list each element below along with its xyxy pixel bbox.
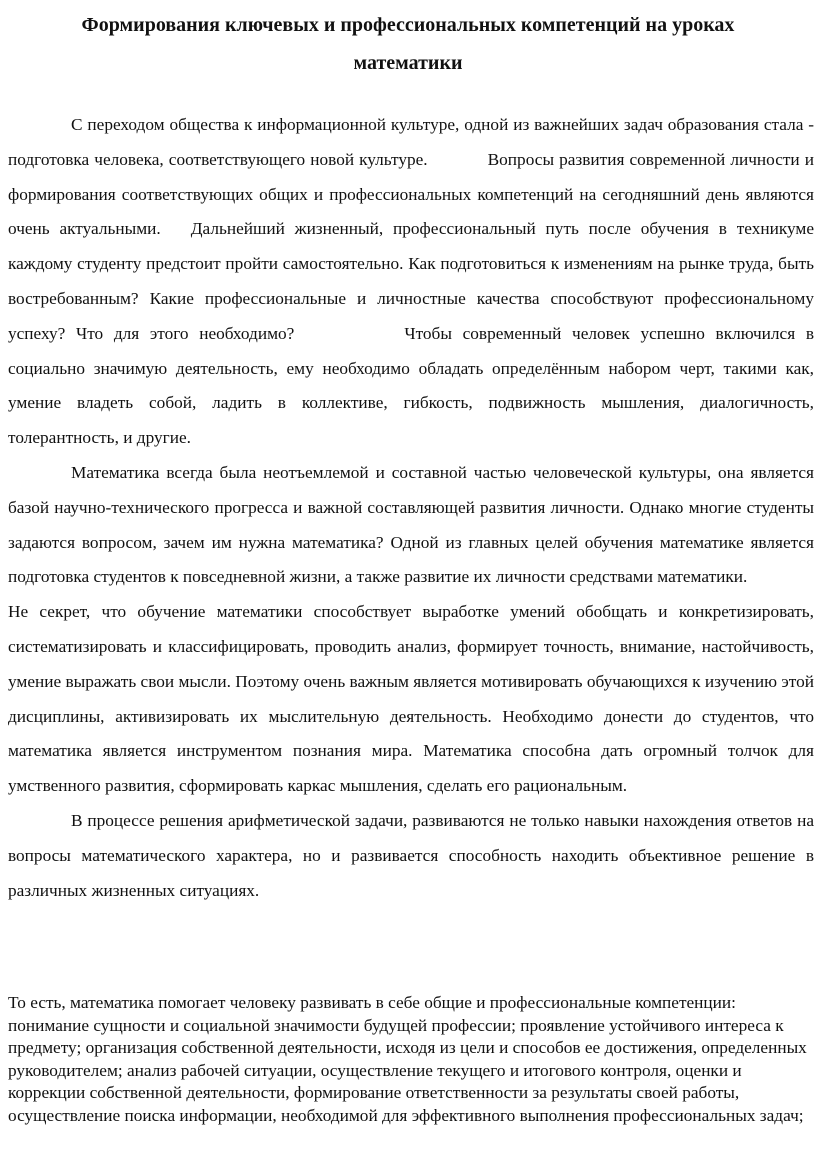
page-title [0, 6, 816, 82]
paragraph-intro-part-d: Чтобы современный человек успешно включился в социально значимую деятельность, ему необходимо обладать определённым набором черт, такими как, умение владеть собой, ладить в коллективе, гибкость, подвижность мышления, диалогичность, толерантность, и другие. [8, 323, 814, 448]
paragraph-math-skills: Не секрет, что обучение математики способствует выработке умений обобщать и конкретизировать, систематизировать и классифицировать, проводить анализ, формирует точность, внимание, настойчивость, умение выражать свои мысли. Поэтому очень важным является мотивировать обучающихся к изучению этой дисциплины, активизировать их мыслительную деятельность. Необходимо донести до студентов, что математика является инструментом познания мира. Математика способна дать огромный толчок для умственного развития, сформировать каркас мышления, сделать его рациональным. [8, 602, 814, 796]
document-tail [8, 992, 814, 1127]
title-line-2: математики [353, 52, 463, 74]
paragraph-intro-part-a: С переходом общества к информационной культуре, одной из важнейших задач образования стала - подготовка человека, соответствующего новой культуре. [8, 115, 814, 169]
document-body [8, 108, 814, 908]
paragraph-math-culture: Математика всегда была неотъемлемой и составной частью человеческой культуры, она является базой научно-технического прогресса и важной составляющей развития личности. Однако многие студенты задаются вопросом, зачем им нужна математика? Одной из главных целей обучения математике является подготовка студентов к повседневной жизни, а также развитие их личности средствами математики. [8, 462, 814, 587]
paragraph-intro-part-c: Дальнейший жизненный, профессиональный путь после обучения в техникуме каждому студенту предстоит пройти самостоятельно. Как подготовиться к изменениям на рынке труда, быть востребованным? Какие профессиональные и личностные качества способствуют профессиональному успеху? Что для этого необходимо? [8, 219, 814, 343]
title-line-1: Формирования ключевых и профессиональных компетенций на уроках [81, 14, 735, 36]
paragraph-intro-part-b: Вопросы развития современной личности и формирования соответствующих общих и профессиональных компетенций на сегодняшний день являются очень актуальными. [8, 149, 815, 239]
paragraph-arithmetic: В процессе решения арифметической задачи, развиваются не только навыки нахождения ответов на вопросы математического характера, но и развивается способность находить объективное решение в различных жизненных ситуациях. [8, 810, 814, 900]
paragraph-competencies: То есть, математика помогает человеку развивать в себе общие и профессиональные компетенции: понимание сущности и социальной значимости будущей профессии; проявление устойчивого интереса к предмету; организация собственной деятельности, исходя из цели и способов ее достижения, определенных руководителем; анализ рабочей ситуации, осуществление текущего и итогового контроля, оценки и коррекции собственной деятельности, формирование ответственности за результаты своей работы, осуществление поиска информации, необходимой для эффективного выполнения профессиональных задач; [8, 993, 807, 1125]
paragraph-intro [8, 108, 814, 456]
